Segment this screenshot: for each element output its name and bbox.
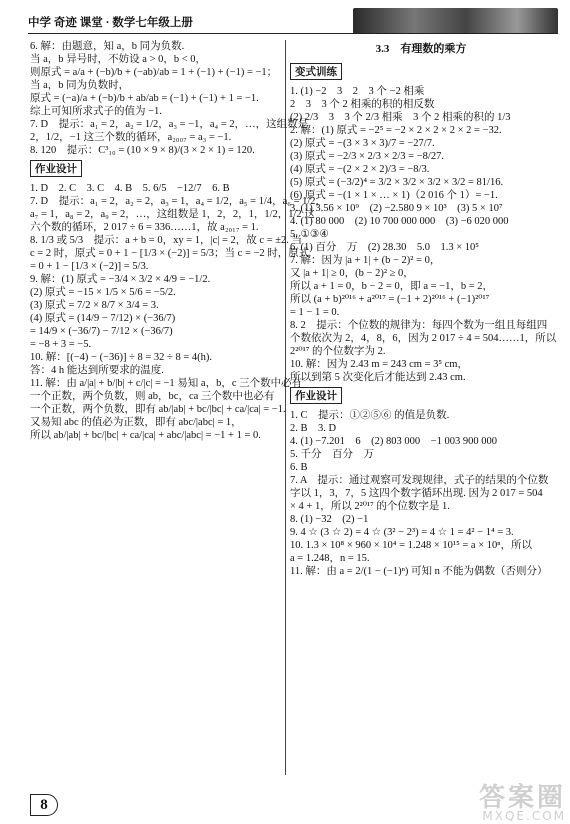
solution-line: 10. 1.3 × 10⁸ × 960 × 10⁴ = 1.248 × 10¹⁵ = a × 10ⁿ，所以 (290, 540, 533, 551)
page-number: 8 (30, 794, 58, 816)
solution-line: 六个数的循环，2 017 ÷ 6 = 336……1，故 a₂₀₁₇ = 1. (30, 222, 259, 233)
solution-line: (2) 原式 = −15 × 1/5 × 5/6 = −5/2. (30, 287, 176, 298)
solution-line: 6. (1) 百分 万 (2) 28.30 5.0 1.3 × 10⁵ (290, 242, 479, 253)
solution-line: 2. 解：(1) 原式 = −2⁵ = −2 × 2 × 2 × 2 × 2 = −32. (290, 125, 502, 136)
solution-line: 9. 4 ☆ (3 ☆ 2) = 4 ☆ (3² − 2³) = 4 ☆ 1 = 4² − 1⁴ = 3. (290, 527, 514, 538)
solution-line: 又易知 abc 的值必为正数，即有 abc/|abc| = 1， (30, 417, 242, 428)
solution-line: 所以 a + 1 = 0，b − 2 = 0，即 a = −1，b = 2， (290, 281, 494, 292)
solution-line: 11. 解：由 a/|a| + b/|b| + c/|c| = −1 易知 a，b，c 三个数中必有 (30, 378, 303, 389)
header-banner-image (353, 8, 558, 34)
solution-line: (4) 原式 = (14/9 − 7/12) × (−36/7) (30, 313, 176, 324)
right-column (290, 40, 557, 780)
solution-line: 2. B 3. D (290, 423, 337, 434)
solution-line: (3) 原式 = −2/3 × 2/3 × 2/3 = −8/27. (290, 151, 444, 162)
solution-line: 原式 = (−a)/a + (−b)/b + ab/ab = (−1) + (−1) + 1 = −1. (30, 93, 259, 104)
solution-line: 答：4 h 能达到所要求的温度. (30, 365, 164, 376)
section-title: 3.3 有理数的乘方 (375, 43, 467, 55)
solution-line: c = 2 时，原式 = 0 + 1 − [1/3 × (−2)] = 5/3；当 c = −2 时，原式 (30, 248, 310, 259)
solution-line: a₇ = 1，a₈ = 2，a₉ = 2，…，这组数是 1，2，2，1，1/2，1/2 这 (30, 209, 315, 220)
solution-line: 5. 千分 百分 万 (290, 449, 374, 460)
solution-line: 4. (1) 80 000 (2) 10 700 000 000 (3) −6 020 000 (290, 216, 509, 227)
page-footer (30, 783, 570, 823)
solution-line: 6. B (290, 462, 308, 473)
solution-line: 则原式 = a/a + (−b)/b + (−ab)/ab = 1 + (−1) + (−1) = −1； (30, 67, 278, 78)
right-solutions-block-2 (290, 409, 552, 578)
solution-line: 9. 解：(1) 原式 = −3/4 × 3/2 × 4/9 = −1/2. (30, 274, 211, 285)
watermark-text: 答案圈 (478, 783, 566, 813)
solution-line: 10. 解：[(−4) − (−36)] ÷ 8 = 32 ÷ 8 = 4(h). (30, 352, 212, 363)
solution-line: (2) 原式 = −(3 × 3 × 3)/7 = −27/7. (290, 138, 435, 149)
solution-line: 11. 解：由 a = 2/(1 − (−1)ⁿ) 可知 n 不能为偶数（否则分） (290, 566, 548, 577)
solution-line: 8. 1/3 或 5/3 提示：a + b = 0，xy = 1，|c| = 2，故 c = ±2. 当 (30, 235, 303, 246)
solution-line: 2，1/2，−1 这三个数的循环，a₂₀₀₇ = a₃ = −1. (30, 132, 232, 143)
solution-line: = 0 + 1 − [1/3 × (−2)] = 5/3. (30, 261, 149, 272)
solution-line: 当 a，b 同为负数时， (30, 80, 130, 91)
solution-line: 又 |a + 1| ≥ 0，(b − 2)² ≥ 0， (290, 268, 414, 279)
solution-line: (5) 原式 = (−3/2)⁴ = 3/2 × 3/2 × 3/2 × 3/2 = 81/16. (290, 177, 504, 188)
solution-line: 所以 (a + b)²⁰¹⁶ + a²⁰¹⁷ = (−1 + 2)²⁰¹⁶ + (−1)²⁰¹⁷ (290, 294, 490, 305)
solution-line: 8. (1) −32 (2) −1 (290, 514, 369, 525)
watermark-logo (478, 783, 566, 823)
solution-line: 字以 1，3，7，5 这四个数字循环出现. 因为 2 017 = 504 (290, 488, 543, 499)
solution-line: 当 a，b 异号时，不妨设 a > 0，b < 0， (30, 54, 207, 65)
header-rule (28, 33, 558, 34)
solution-line: 8. 120 提示：C³₁₀ = (10 × 9 × 8)/(3 × 2 × 1) = 120. (30, 145, 255, 156)
solution-line: × 4 + 1，所以 2²⁰¹⁷ 的个位数字是 1. (290, 501, 450, 512)
solution-line: 2²⁰¹⁷ 的个位数字为 2. (290, 346, 386, 357)
solution-line: 一个正数，两个负数，即有 ab/|ab| + bc/|bc| + ca/|ca| = −1. (30, 404, 286, 415)
solution-line: = −8 + 3 = −5. (30, 339, 92, 350)
solution-line: 8. 2 提示：个位数的规律为：每四个数为一组且每组四 (290, 320, 548, 331)
solution-line: (4) 原式 = −(2 × 2 × 2)/3 = −8/3. (290, 164, 430, 175)
solution-line: 1. C 提示：①②⑤⑥ 的值是负数. (290, 410, 450, 421)
solution-line: 5. ①③④ (290, 229, 329, 240)
solution-line: a = 1.248，n = 15. (290, 553, 370, 564)
right-solutions-block-1 (290, 85, 557, 384)
solution-line: = 14/9 × (−36/7) − 7/12 × (−36/7) (30, 326, 173, 337)
solution-line: 10. 解：因为 2.43 m = 243 cm = 3⁵ cm， (290, 359, 468, 370)
page-header (28, 8, 558, 34)
solution-line: 2 3 3 个 2 相乘的积的相反数 (290, 99, 435, 110)
solution-line: 1. (1) −2 3 2 3 个 −2 相乘 (290, 86, 425, 97)
solution-line: 1. D 2. C 3. C 4. B 5. 6/5 −12/7 6. B (30, 183, 230, 194)
solution-line: (2) 2/3 3 3 个 2/3 相乘 3 个 2 相乘的积的 1/3 (290, 112, 511, 123)
solution-line: 所以 ab/|ab| + bc/|bc| + ca/|ca| + abc/|abc| = −1 + 1 = 0. (30, 430, 261, 441)
watermark-url: MXQE.COM (482, 809, 566, 823)
section-box-homework-right: 作业设计 (290, 387, 342, 404)
solution-line: 7. 解：因为 |a + 1| + (b − 2)² = 0， (290, 255, 441, 266)
solution-line: 7. A 提示：通过观察可发现规律，式子的结果的个位数 (290, 475, 549, 486)
solution-line: 7. D 提示：a₁ = 2，a₂ = 1/2，a₃ = −1，a₄ = 2，…，这组数是 (30, 119, 309, 130)
solution-line: 7. D 提示：a₁ = 2，a₂ = 2，a₃ = 1，a₄ = 1/2，a₅ = 1/4，a₆ = 1/2， (30, 196, 327, 207)
section-box-homework-left: 作业设计 (30, 160, 82, 177)
solution-line: 4. (1) −7.201 6 (2) 803 000 −1 003 900 000 (290, 436, 497, 447)
section-box-variant-training: 变式训练 (290, 63, 342, 80)
solution-line: (6) 原式 = −(1 × 1 × … × 1)（2 016 个 1）= −1. (290, 190, 498, 201)
solution-line: 综上可知所求式子的值为 −1. (30, 106, 162, 117)
solution-line: 所以到第 5 次变化后才能达到 2.43 cm. (290, 372, 466, 383)
solution-line: 3. (1) 3.56 × 10⁹ (2) −2.580 9 × 10³ (3) 5 × 10⁷ (290, 203, 503, 214)
solution-line: = 1 − 1 = 0. (290, 307, 340, 318)
solution-line: 一个正数，两个负数，则 ab，bc，ca 三个数中也必有 (30, 391, 275, 402)
solution-line: 个数依次为 2，4，8，6，因为 2 017 ÷ 4 = 504……1，所以 (290, 333, 557, 344)
solution-line: 6. 解：由题意，知 a，b 同为负数. (30, 41, 185, 52)
header-title: 中学 奇迹 课堂 · 数学七年级上册 (28, 17, 193, 29)
left-solutions-block-1 (30, 40, 309, 157)
solution-line: (3) 原式 = 7/2 × 8/7 × 3/4 = 3. (30, 300, 159, 311)
